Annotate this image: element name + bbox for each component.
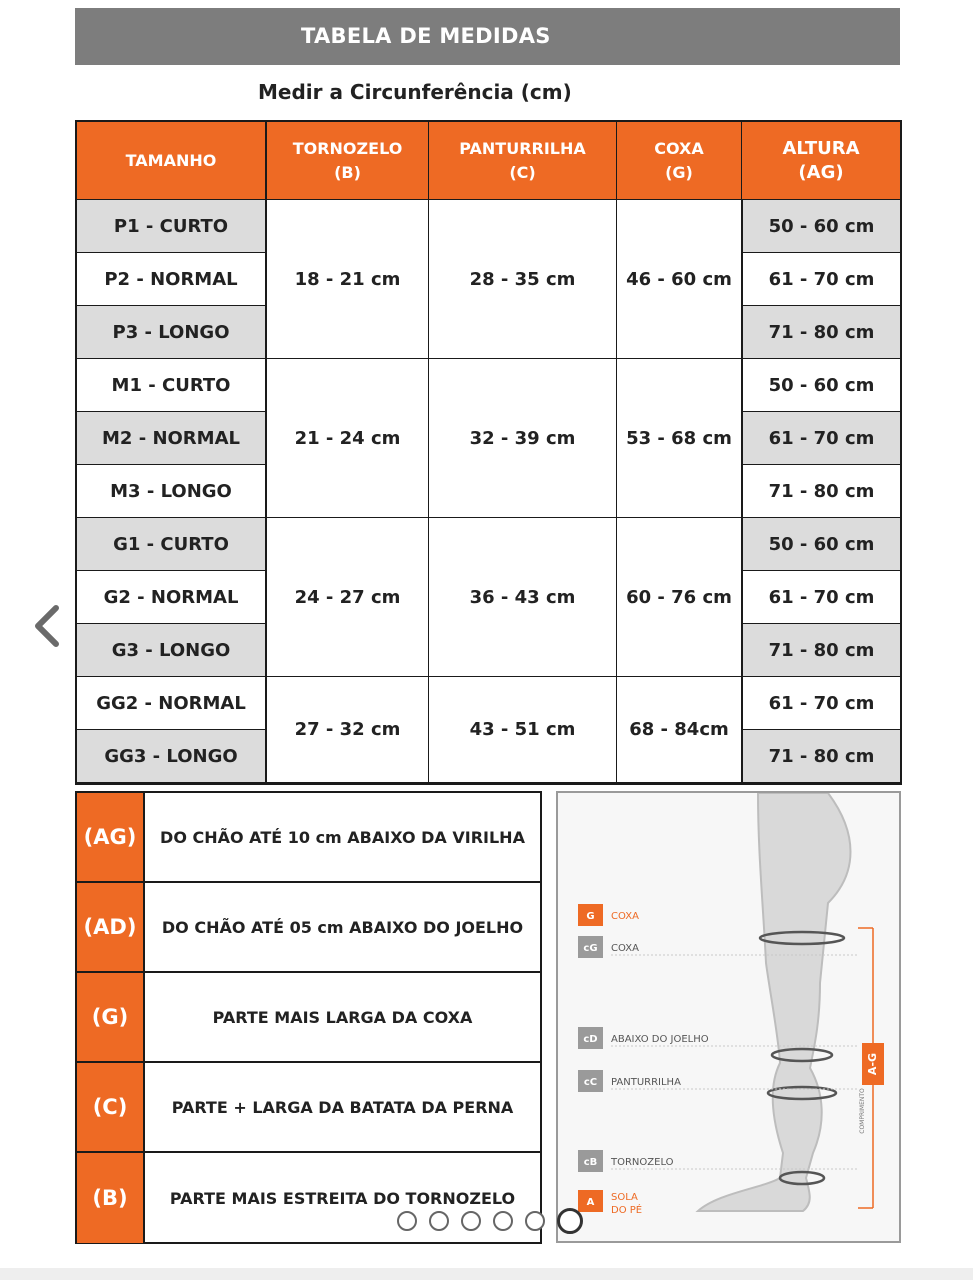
definition-text: PARTE MAIS LARGA DA COXA xyxy=(212,1007,473,1027)
column-header-label: ALTURA xyxy=(782,137,860,159)
column-header-code: (B) xyxy=(334,162,361,182)
label-text: SOLA xyxy=(611,1192,638,1203)
definition-row xyxy=(77,793,540,883)
page-title: TABELA DE MEDIDAS xyxy=(75,8,900,65)
height-range-cell: 71 - 80 cm xyxy=(742,306,900,359)
definition-code: (AD) xyxy=(77,883,145,971)
height-range-cell: 61 - 70 cm xyxy=(742,677,900,730)
label-text-line2: DO PÉ xyxy=(611,1205,643,1216)
definition-text: DO CHÃO ATÉ 05 cm ABAIXO DO JOELHO xyxy=(161,917,524,937)
label-text: PANTURRILHA xyxy=(611,1077,681,1088)
label-code: cG xyxy=(583,943,598,954)
height-range-cell: 61 - 70 cm xyxy=(742,253,900,306)
definition-code: (B) xyxy=(77,1153,145,1243)
carousel-dot[interactable] xyxy=(525,1211,545,1231)
size-name-cell: M2 - NORMAL xyxy=(77,412,267,465)
column-header-altura xyxy=(742,122,900,200)
column-header-code: (AG) xyxy=(798,161,844,183)
tornozelo-range-cell: 21 - 24 cm xyxy=(267,359,429,518)
column-header-label: TAMANHO xyxy=(125,150,217,170)
label-code: A xyxy=(586,1197,595,1208)
column-header-label: COXA xyxy=(654,138,704,158)
height-range-cell: 61 - 70 cm xyxy=(742,412,900,465)
label-code: cC xyxy=(583,1077,598,1088)
height-range-cell: 50 - 60 cm xyxy=(742,359,900,412)
column-header-panturrilha xyxy=(429,122,617,200)
coxa-range-cell: 46 - 60 cm xyxy=(617,200,742,359)
column-header-label: TORNOZELO xyxy=(292,138,403,158)
leg-silhouette xyxy=(698,793,851,1211)
leg-illustration xyxy=(558,793,899,1241)
size-name-cell: P3 - LONGO xyxy=(77,306,267,359)
label-text: COXA xyxy=(611,943,639,954)
side-label: A-G xyxy=(866,1052,879,1076)
label-code: G xyxy=(586,911,595,922)
height-range-cell: 71 - 80 cm xyxy=(742,465,900,518)
carousel-dot[interactable] xyxy=(397,1211,417,1231)
height-range-cell: 61 - 70 cm xyxy=(742,571,900,624)
definition-code: (C) xyxy=(77,1063,145,1151)
size-name-cell: P1 - CURTO xyxy=(77,200,267,253)
column-header-code: (G) xyxy=(665,162,693,182)
label-text: ABAIXO DO JOELHO xyxy=(611,1034,709,1045)
table-subtitle: Medir a Circunferência (cm) xyxy=(258,80,572,104)
definition-row xyxy=(77,1063,540,1153)
definition-text: DO CHÃO ATÉ 10 cm ABAIXO DA VIRILHA xyxy=(160,827,525,847)
panturrilha-range-cell: 28 - 35 cm xyxy=(429,200,617,359)
definition-row xyxy=(77,883,540,973)
column-header-code: (C) xyxy=(509,162,536,182)
leg-diagram xyxy=(556,791,901,1243)
panturrilha-range-cell: 32 - 39 cm xyxy=(429,359,617,518)
column-header-label: PANTURRILHA xyxy=(459,138,586,158)
column-header-size xyxy=(77,122,267,200)
size-table xyxy=(75,120,902,785)
label-code: cD xyxy=(583,1034,598,1045)
size-name-cell: G2 - NORMAL xyxy=(77,571,267,624)
definition-code: (AG) xyxy=(77,793,145,881)
panturrilha-range-cell: 43 - 51 cm xyxy=(429,677,617,783)
label-text: COXA xyxy=(611,911,639,922)
carousel-pagination xyxy=(397,1208,583,1234)
size-name-cell: P2 - NORMAL xyxy=(77,253,267,306)
carousel-dot[interactable] xyxy=(493,1211,513,1231)
size-name-cell: GG3 - LONGO xyxy=(77,730,267,783)
size-name-cell: M1 - CURTO xyxy=(77,359,267,412)
definition-code: (G) xyxy=(77,973,145,1061)
height-range-cell: 50 - 60 cm xyxy=(742,200,900,253)
panturrilha-range-cell: 36 - 43 cm xyxy=(429,518,617,677)
definition-row xyxy=(77,973,540,1063)
coxa-range-cell: 68 - 84cm xyxy=(617,677,742,783)
chevron-left-icon[interactable] xyxy=(30,604,64,648)
definition-text: PARTE + LARGA DA BATATA DA PERNA xyxy=(171,1097,514,1117)
definition-text: PARTE MAIS ESTREITA DO TORNOZELO xyxy=(169,1188,516,1208)
carousel-dot[interactable] xyxy=(429,1211,449,1231)
coxa-range-cell: 53 - 68 cm xyxy=(617,359,742,518)
measurement-definitions xyxy=(75,791,542,1244)
column-header-tornozelo xyxy=(267,122,429,200)
size-name-cell: M3 - LONGO xyxy=(77,465,267,518)
tornozelo-range-cell: 24 - 27 cm xyxy=(267,518,429,677)
size-name-cell: GG2 - NORMAL xyxy=(77,677,267,730)
carousel-dot[interactable] xyxy=(557,1208,583,1234)
coxa-range-cell: 60 - 76 cm xyxy=(617,518,742,677)
height-range-cell: 71 - 80 cm xyxy=(742,624,900,677)
size-name-cell: G1 - CURTO xyxy=(77,518,267,571)
label-text: TORNOZELO xyxy=(611,1157,674,1168)
size-name-cell: G3 - LONGO xyxy=(77,624,267,677)
tornozelo-range-cell: 27 - 32 cm xyxy=(267,677,429,783)
height-range-cell: 50 - 60 cm xyxy=(742,518,900,571)
length-caption: COMPRIMENTO xyxy=(859,1088,866,1134)
column-header-coxa xyxy=(617,122,742,200)
label-code: cB xyxy=(583,1157,598,1168)
tornozelo-range-cell: 18 - 21 cm xyxy=(267,200,429,359)
height-range-cell: 71 - 80 cm xyxy=(742,730,900,783)
page-footer-strip xyxy=(0,1268,973,1280)
carousel-dot[interactable] xyxy=(461,1211,481,1231)
